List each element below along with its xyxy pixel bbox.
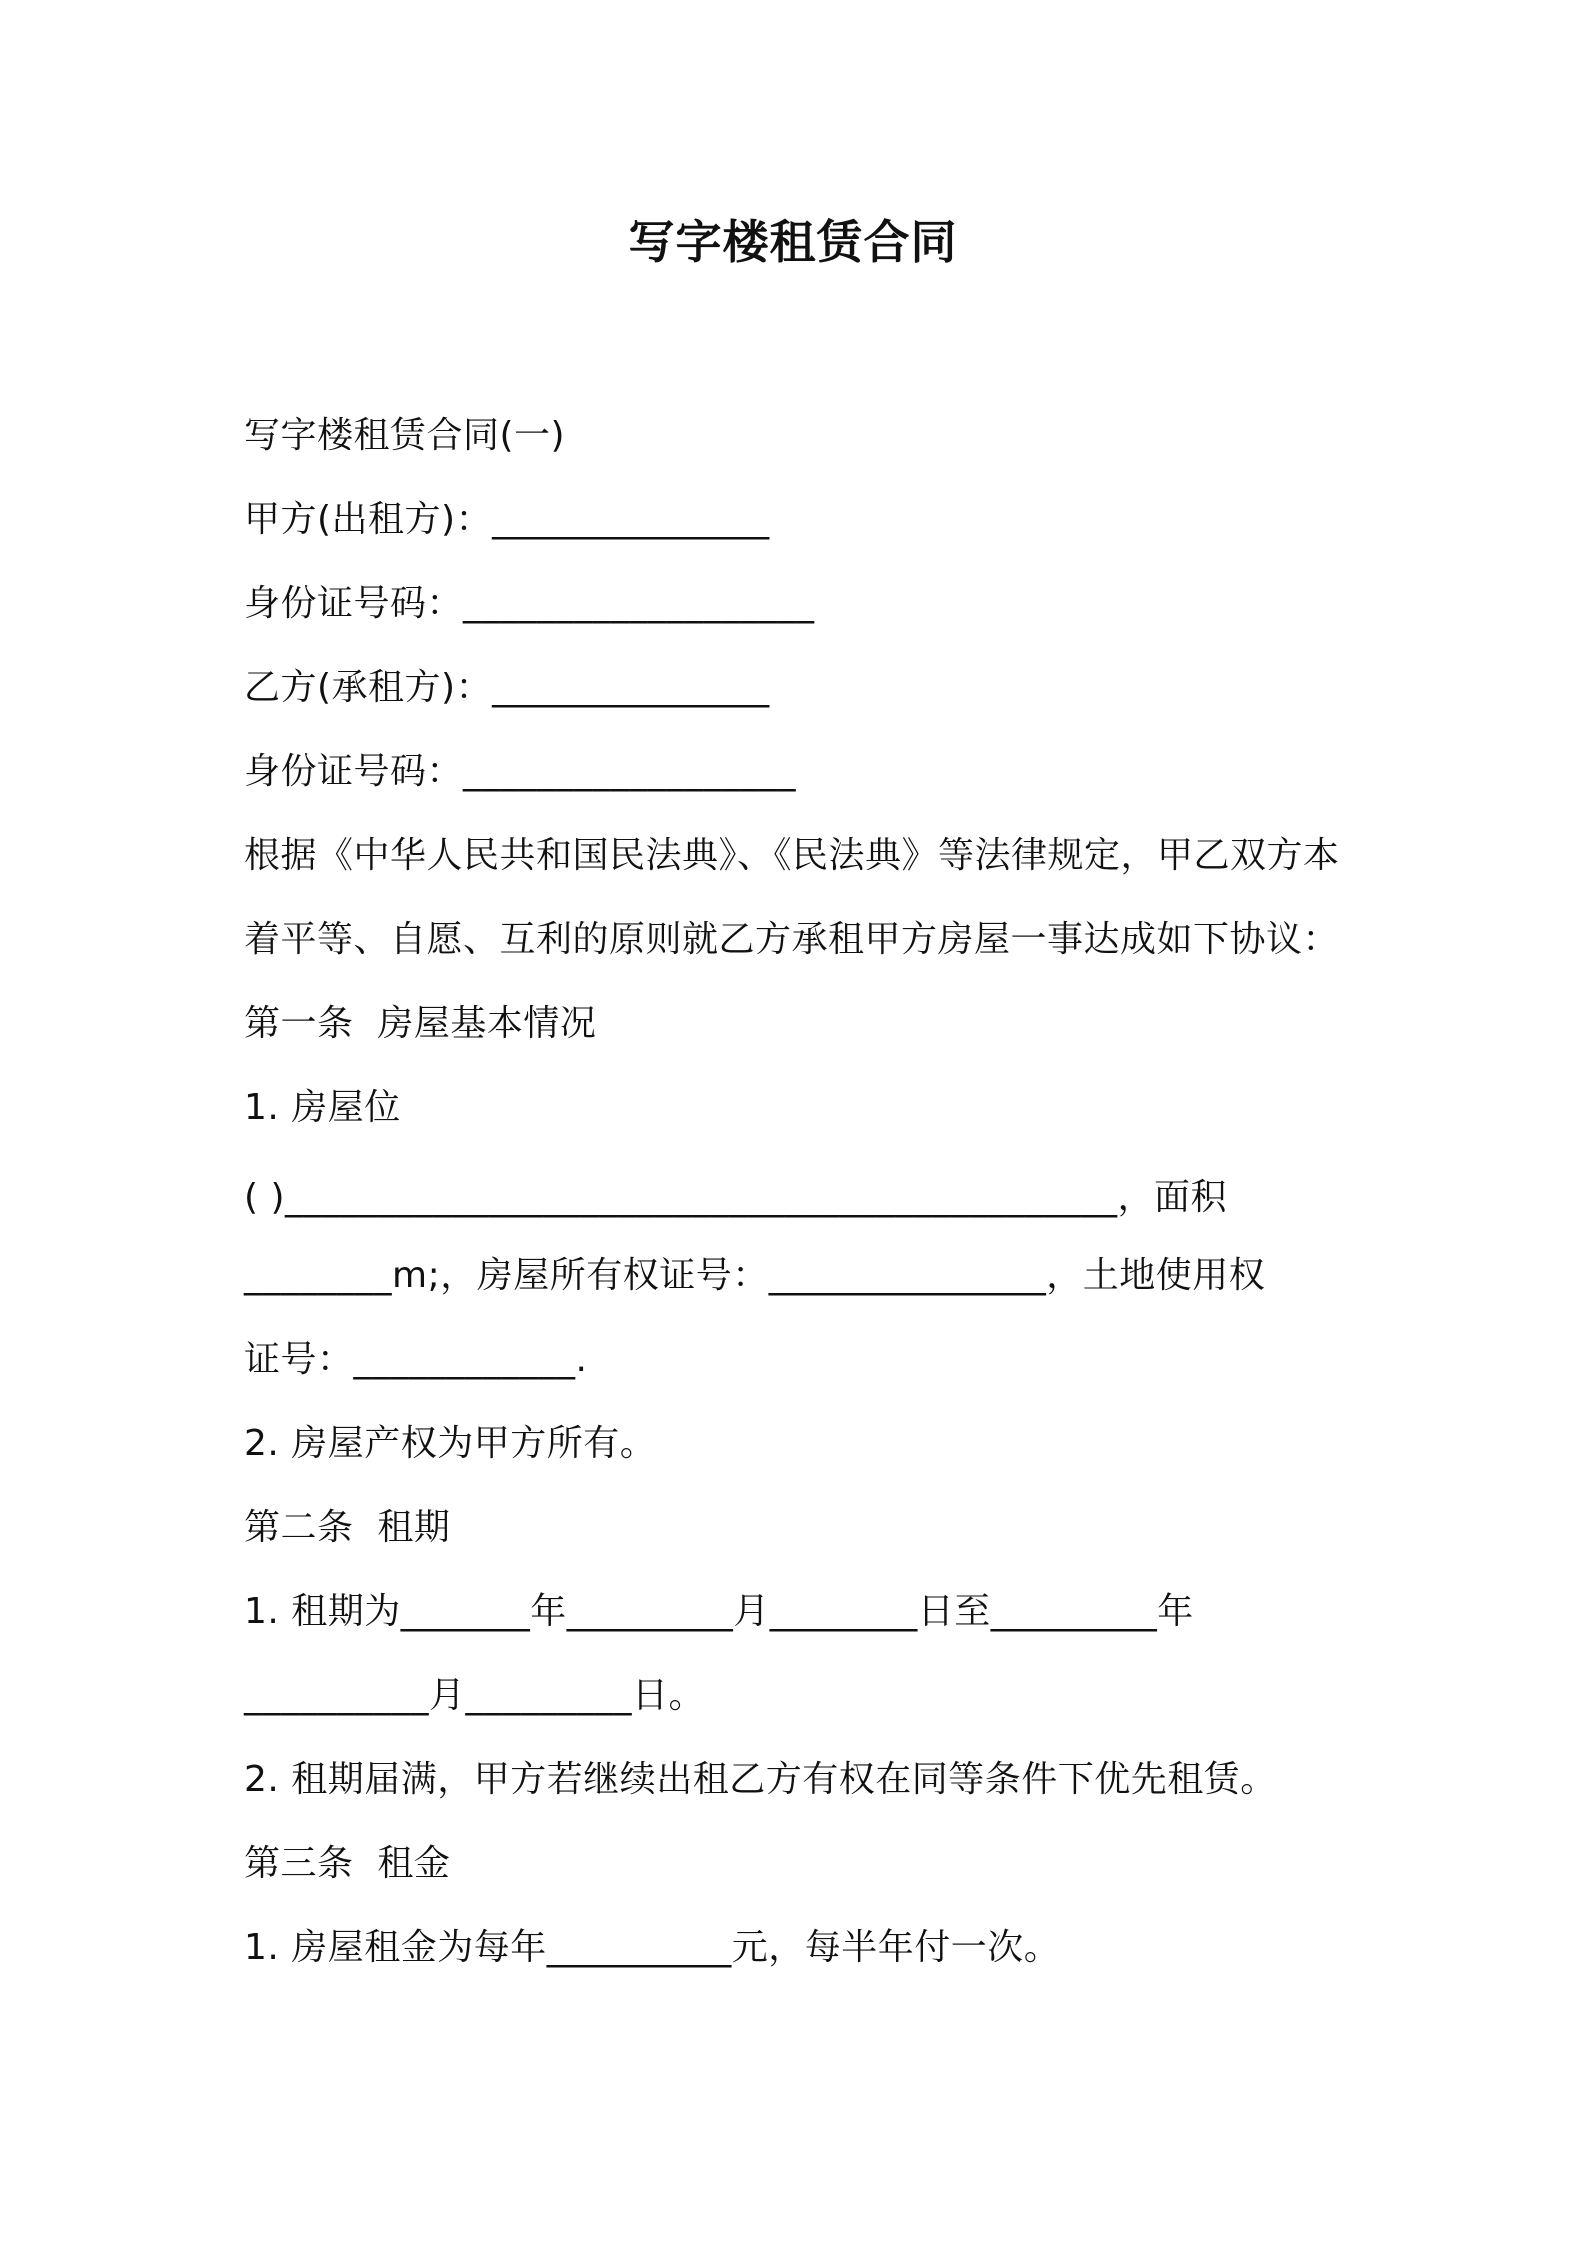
article-1-item-1: 1. 房屋位 — [244, 1087, 401, 1128]
document-title: 写字楼租赁合同 — [628, 215, 958, 269]
preamble-line-1: 根据《中华人民共和国民法典》、《民法典》等法律规定，甲乙双方本 — [244, 835, 1340, 876]
article-3-item-1: 1. 房屋租金为每年__________元，每半年付一次。 — [244, 1927, 1061, 1968]
article-3-heading: 第三条 租金 — [244, 1843, 451, 1884]
article-2-heading: 第二条 租期 — [244, 1507, 451, 1548]
land-cert-line: 证号：____________. — [244, 1339, 588, 1380]
article-1-heading: 第一条 房屋基本情况 — [244, 1003, 597, 1044]
party-a-id-line: 身份证号码：___________________ — [244, 583, 815, 624]
article-1-item-2: 2. 房屋产权为甲方所有。 — [244, 1423, 657, 1464]
lease-term-line-1: 1. 租期为_______年_________月________日至_________年 — [244, 1591, 1194, 1632]
party-a-line: 甲方(出租方)：_______________ — [244, 499, 770, 540]
house-location-line: ( )_____________________________________________，面积 — [244, 1177, 1228, 1218]
preamble-line-2: 着平等、自愿、互利的原则就乙方承租甲方房屋一事达成如下协议： — [244, 919, 1340, 960]
house-area-line: ________m;，房屋所有权证号：_______________，土地使用权 — [244, 1255, 1266, 1296]
contract-subtitle: 写字楼租赁合同(一) — [244, 415, 566, 456]
party-b-line: 乙方(承租方)：_______________ — [244, 667, 770, 708]
lease-term-line-2: __________月_________日。 — [244, 1675, 706, 1716]
party-b-id-line: 身份证号码：__________________ — [244, 751, 797, 792]
article-2-item-2: 2. 租期届满，甲方若继续出租乙方有权在同等条件下优先租赁。 — [244, 1759, 1277, 1800]
